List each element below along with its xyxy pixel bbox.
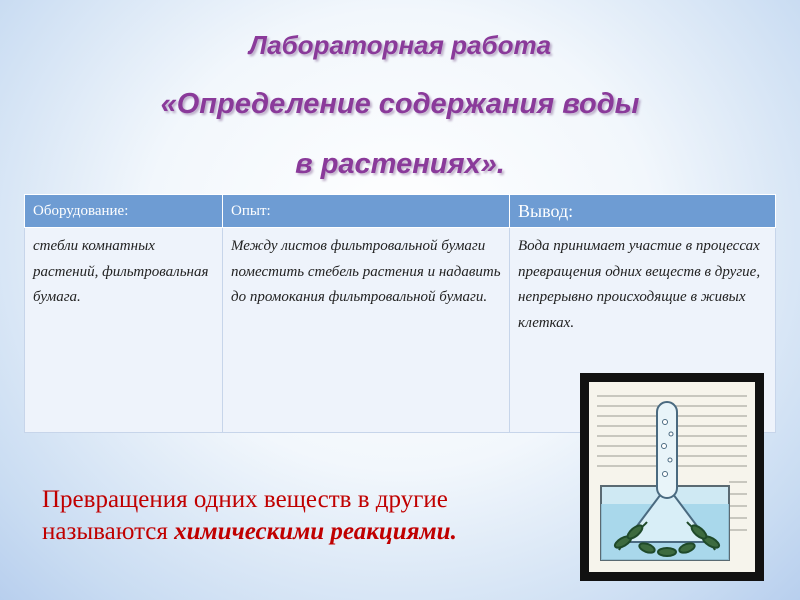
header-equipment: Оборудование: [25, 195, 223, 228]
test-tube-plant-experiment-icon [589, 382, 755, 572]
chemical-reactions-term: химическими реакциями. [174, 518, 457, 545]
slide-title-line2: «Определение содержания воды [160, 88, 640, 120]
cell-experiment: Между листов фильтровальной бумаги поместить стебель растения и надавить до промокания фильтровальной бумаги. [223, 228, 510, 433]
experiment-illustration [580, 373, 764, 581]
slide-title-line1: Лабораторная работа [248, 30, 552, 60]
bottom-text-line2 [42, 518, 457, 546]
cell-equipment: стебли комнатных растений, фильтровальная бумага. [25, 228, 223, 433]
table-header-row [25, 195, 776, 228]
header-experiment: Опыт: [223, 195, 510, 228]
bottom-text-prefix: называются [42, 518, 175, 545]
cell-conclusion: Вода принимает участие в процессах превращения одних веществ в другие, непрерывно происходящие в живых клетках. [510, 228, 776, 433]
bottom-text-line1: Превращения одних веществ в другие [42, 486, 448, 513]
header-conclusion: Вывод: [510, 195, 776, 228]
slide-title-line3: в растениях». [295, 148, 505, 180]
